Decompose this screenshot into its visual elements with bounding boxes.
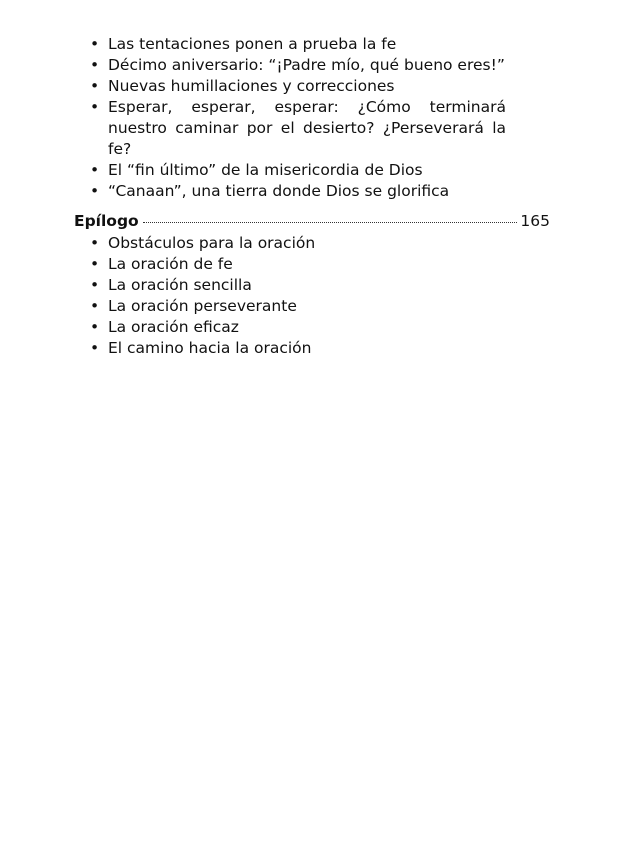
toc-chapter-entry[interactable] bbox=[74, 210, 550, 232]
toc-item bbox=[90, 181, 506, 202]
dot-leader bbox=[143, 222, 518, 223]
toc-item-text: “Canaan”, una tierra donde Dios se glorifica bbox=[108, 182, 450, 200]
toc-item bbox=[90, 233, 506, 254]
bullet-icon: • bbox=[90, 297, 100, 315]
bullet-icon: • bbox=[90, 56, 100, 74]
bullet-icon: • bbox=[90, 182, 100, 200]
toc-item-text: El camino hacia la oración bbox=[108, 339, 312, 357]
bullet-icon: • bbox=[90, 318, 100, 336]
toc-item bbox=[90, 338, 506, 359]
toc-item bbox=[90, 317, 506, 338]
bullet-icon: • bbox=[90, 255, 100, 273]
toc-item-text: La oración perseverante bbox=[108, 297, 297, 315]
toc-item-text: Nuevas humillaciones y correcciones bbox=[108, 77, 395, 95]
toc-section-list bbox=[90, 34, 506, 202]
bullet-icon: • bbox=[90, 276, 100, 294]
toc-item-text: Obstáculos para la oración bbox=[108, 234, 316, 252]
toc-item-text: Esperar, esperar, esperar: ¿Cómo terminará nuestro caminar por el desierto? ¿Perseverará la fe? bbox=[108, 98, 506, 158]
toc-item-text: La oración sencilla bbox=[108, 276, 252, 294]
toc-item bbox=[90, 160, 506, 181]
toc-item bbox=[90, 296, 506, 317]
toc-item bbox=[90, 76, 506, 97]
bullet-icon: • bbox=[90, 77, 100, 95]
toc-item bbox=[90, 254, 506, 275]
chapter-title: Epílogo bbox=[74, 212, 139, 230]
toc-item-text: El “fin último” de la misericordia de Dios bbox=[108, 161, 423, 179]
toc-item bbox=[90, 34, 506, 55]
bullet-icon: • bbox=[90, 161, 100, 179]
toc-item-text: La oración eficaz bbox=[108, 318, 239, 336]
bullet-icon: • bbox=[90, 35, 100, 53]
toc-item bbox=[90, 55, 506, 76]
chapter-page-number: 165 bbox=[520, 212, 550, 230]
toc-item bbox=[90, 97, 506, 160]
bullet-icon: • bbox=[90, 339, 100, 357]
toc-item-text: Décimo aniversario: “¡Padre mío, qué bueno eres!” bbox=[108, 56, 505, 74]
toc-item-text: La oración de fe bbox=[108, 255, 233, 273]
toc-item-text: Las tentaciones ponen a prueba la fe bbox=[108, 35, 397, 53]
toc-section-list bbox=[90, 233, 506, 359]
toc-item bbox=[90, 275, 506, 296]
bullet-icon: • bbox=[90, 98, 100, 116]
bullet-icon: • bbox=[90, 234, 100, 252]
